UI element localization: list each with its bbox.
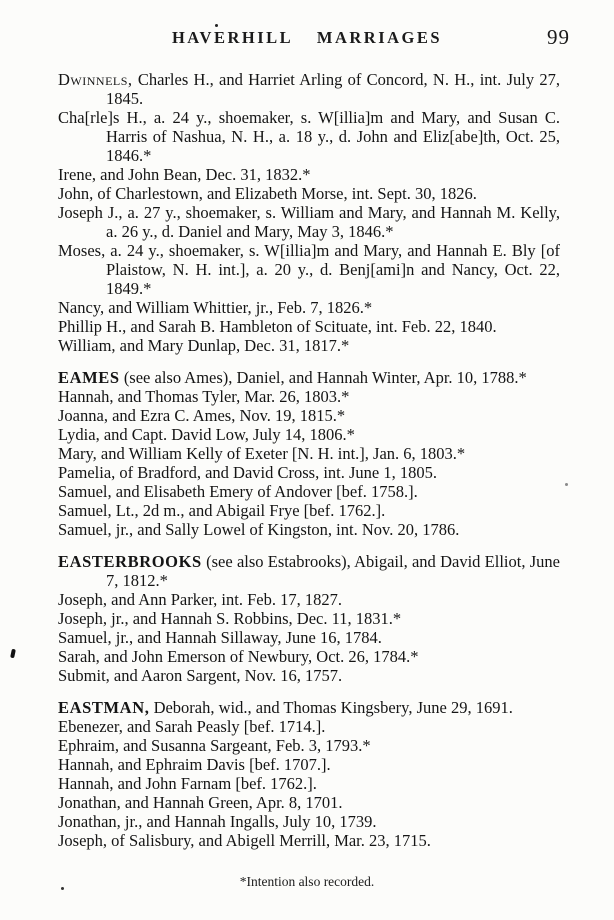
record-entry: Samuel, jr., and Sally Lowel of Kingston, int. Nov. 20, 1786. [58, 520, 460, 539]
entry-text: Deborah, wid., and Thomas Kingsbery, June 29, 1691. [149, 698, 513, 717]
record-entry: Hannah, and Thomas Tyler, Mar. 26, 1803.* [58, 387, 350, 406]
record-entry: Hannah, and Ephraim Davis [bef. 1707.]. [58, 755, 331, 774]
entry-text: (see also Estabrooks), Abigail, and David Elliot, June 7, 1812.* [106, 552, 560, 590]
record-entry: Submit, and Aaron Sargent, Nov. 16, 1757. [58, 666, 343, 685]
record-entry: Cha[rle]s H., a. 24 y., shoemaker, s. W[illia]m and Mary, and Susan C. Harris of Nashua, N. H., a. 18 y., d. John and Eliz[abe]th, Oct. 25, 1846.* [58, 108, 560, 165]
record-entry: Joseph, of Salisbury, and Abigell Merrill, Mar. 23, 1715. [58, 831, 431, 850]
record-entry: Joseph J., a. 27 y., shoemaker, s. William and Mary, and Hannah M. Kelly, a. 26 y., d. Daniel and Mary, May 3, 1846.* [58, 203, 560, 241]
scan-artifact-dot [215, 24, 218, 27]
surname-lead: EAMES [58, 368, 120, 387]
record-entry: Hannah, and John Farnam [bef. 1762.]. [58, 774, 317, 793]
record-entry: Samuel, Lt., 2d m., and Abigail Frye [bef. 1762.]. [58, 501, 386, 520]
record-entry: Samuel, jr., and Hannah Sillaway, June 16, 1784. [58, 628, 382, 647]
record-entry: Sarah, and John Emerson of Newbury, Oct. 26, 1784.* [58, 647, 419, 666]
scan-artifact-dot [565, 483, 568, 486]
record-entry: Nancy, and William Whittier, jr., Feb. 7, 1826.* [58, 298, 373, 317]
record-entry: Pamelia, of Bradford, and David Cross, int. June 1, 1805. [58, 463, 437, 482]
record-entry [58, 368, 560, 387]
section-eastman [58, 698, 560, 850]
record-entry: William, and Mary Dunlap, Dec. 31, 1817.* [58, 336, 350, 355]
record-entry: Joanna, and Ezra C. Ames, Nov. 19, 1815.* [58, 406, 346, 425]
intention-footnote: *Intention also recorded. [239, 874, 375, 889]
record-entry [58, 70, 560, 108]
record-entry [58, 552, 560, 590]
record-entry: Lydia, and Capt. David Low, July 14, 1806.* [58, 425, 355, 444]
record-entry: Ephraim, and Susanna Sargeant, Feb. 3, 1793.* [58, 736, 371, 755]
record-entry: Jonathan, and Hannah Green, Apr. 8, 1701. [58, 793, 343, 812]
record-entry: Samuel, and Elisabeth Emery of Andover [bef. 1758.]. [58, 482, 418, 501]
record-entry: Moses, a. 24 y., shoemaker, s. W[illia]m and Mary, and Hannah E. Bly [of Plaistow, N. H. int.], a. 20 y., d. Benj[ami]n and Nancy, Oct. 22, 1849.* [58, 241, 560, 298]
scan-artifact-mark [10, 649, 16, 659]
running-header [0, 25, 614, 54]
record-entry: Ebenezer, and Sarah Peasly [bef. 1714.]. [58, 717, 326, 736]
surname-lead: EASTMAN, [58, 698, 150, 717]
surname-lead: EASTERBROOKS [58, 552, 202, 571]
section-easterbrooks [58, 552, 560, 685]
scan-artifact-dot [61, 887, 64, 890]
record-entry: Irene, and John Bean, Dec. 31, 1832.* [58, 165, 311, 184]
marriage-records-list [58, 70, 560, 850]
record-entry: Jonathan, jr., and Hannah Ingalls, July 10, 1739. [58, 812, 377, 831]
record-entry: Mary, and William Kelly of Exeter [N. H. int.], Jan. 6, 1803.* [58, 444, 466, 463]
entry-text: Charles H., and Harriet Arling of Concord, N. H., int. July 27, 1845. [106, 70, 560, 108]
section-dwinnels [58, 70, 560, 355]
surname-lead: Dwinnels, [58, 70, 133, 89]
record-entry: Joseph, and Ann Parker, int. Feb. 17, 1827. [58, 590, 342, 609]
record-entry: Joseph, jr., and Hannah S. Robbins, Dec. 11, 1831.* [58, 609, 402, 628]
record-entry [58, 698, 560, 717]
page-header-title: HAVERHILL MARRIAGES [171, 28, 443, 47]
record-entry: John, of Charlestown, and Elizabeth Morse, int. Sept. 30, 1826. [58, 184, 477, 203]
section-eames [58, 368, 560, 539]
record-entry: Phillip H., and Sarah B. Hambleton of Scituate, int. Feb. 22, 1840. [58, 317, 497, 336]
page-number: 99 [547, 25, 570, 49]
entry-text: (see also Ames), Daniel, and Hannah Winter, Apr. 10, 1788.* [119, 368, 527, 387]
